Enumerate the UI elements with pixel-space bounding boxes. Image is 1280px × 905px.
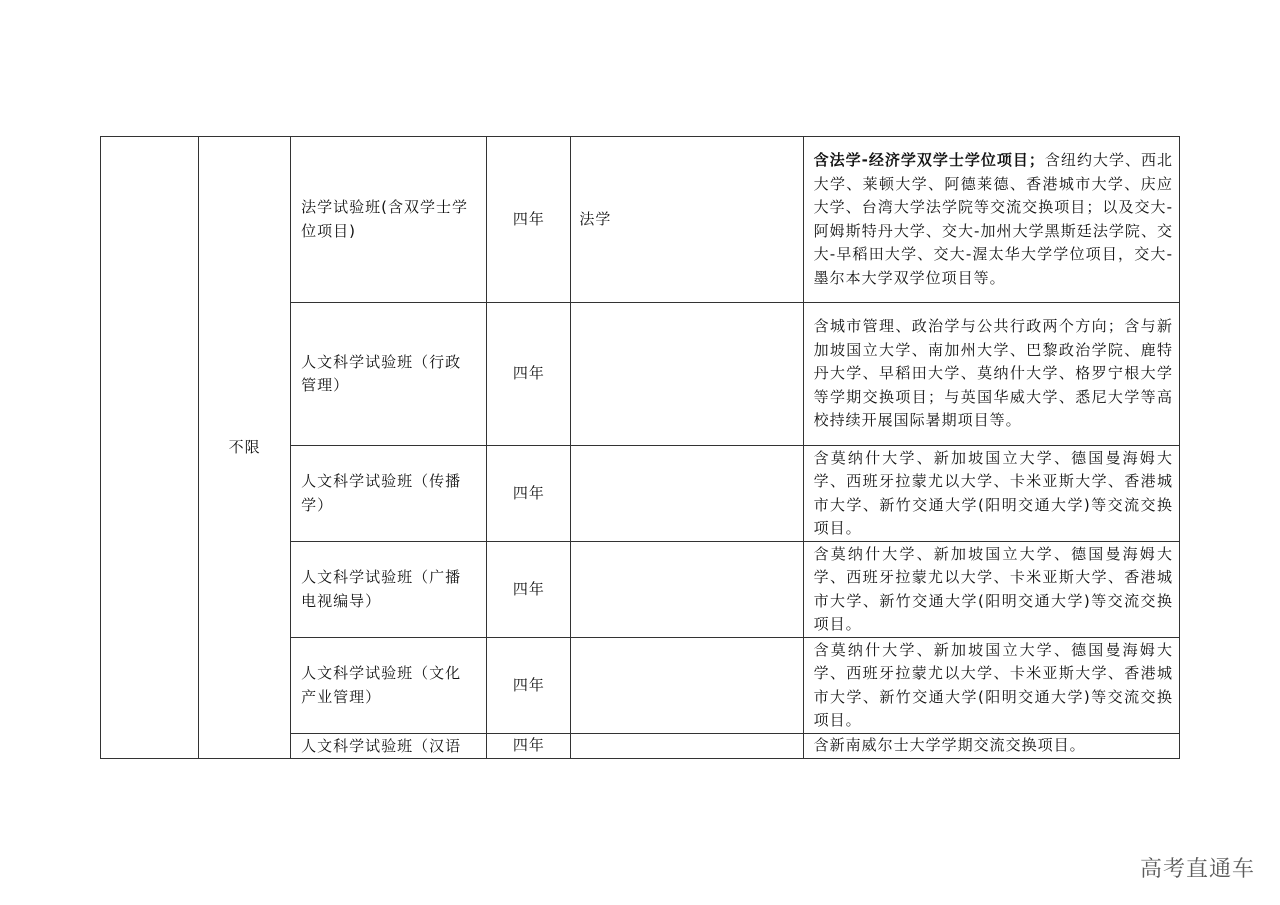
major-cell: 人文科学试验班（文化产业管理） xyxy=(291,638,487,734)
major-cell: 人文科学试验班（广播电视编导） xyxy=(291,542,487,638)
duration-cell: 四年 xyxy=(487,137,571,303)
subject-cell xyxy=(571,303,803,446)
limit-cell: 不限 xyxy=(199,137,291,759)
subject-cell xyxy=(571,734,803,759)
blank-merged-cell xyxy=(101,137,199,759)
duration-cell: 四年 xyxy=(487,303,571,446)
subject-cell xyxy=(571,446,803,542)
major-cell: 人文科学试验班（传播学） xyxy=(291,446,487,542)
subject-cell xyxy=(571,638,803,734)
duration-cell: 四年 xyxy=(487,734,571,759)
subject-cell: 法学 xyxy=(571,137,803,303)
notes-lead: 含法学-经济学双学士学位项目； xyxy=(813,151,1045,169)
major-cell: 法学试验班(含双学士学位项目) xyxy=(291,137,487,303)
notes-cell: 含新南威尔士大学学期交流交换项目。 xyxy=(803,734,1179,759)
notes-text: 含纽约大学、西北大学、莱顿大学、阿德莱德、香港城市大学、庆应大学、台湾大学法学院等交流交换项目；以及交大-阿姆斯特丹大学、交大-加州大学黑斯廷法学院、交大-早稻田大学、交大-渥太华大学学位项目，交大-墨尔本大学双学位项目等。 xyxy=(813,151,1173,287)
notes-cell: 含莫纳什大学、新加坡国立大学、德国曼海姆大学、西班牙拉蒙尤以大学、卡米亚斯大学、香港城市大学、新竹交通大学(阳明交通大学)等交流交换项目。 xyxy=(803,542,1179,638)
major-cell: 人文科学试验班（行政管理） xyxy=(291,303,487,446)
notes-cell: 含莫纳什大学、新加坡国立大学、德国曼海姆大学、西班牙拉蒙尤以大学、卡米亚斯大学、香港城市大学、新竹交通大学(阳明交通大学)等交流交换项目。 xyxy=(803,446,1179,542)
watermark-logo: 高考直通车 xyxy=(1140,857,1256,882)
table-row xyxy=(101,137,1180,303)
duration-cell: 四年 xyxy=(487,542,571,638)
subject-cell xyxy=(571,542,803,638)
duration-cell: 四年 xyxy=(487,446,571,542)
notes-cell: 含莫纳什大学、新加坡国立大学、德国曼海姆大学、西班牙拉蒙尤以大学、卡米亚斯大学、香港城市大学、新竹交通大学(阳明交通大学)等交流交换项目。 xyxy=(803,638,1179,734)
program-table xyxy=(100,136,1180,759)
major-cell-text: 人文科学试验班（汉语 xyxy=(301,737,462,756)
notes-cell: 含城市管理、政治学与公共行政两个方向；含与新加坡国立大学、南加州大学、巴黎政治学院、鹿特丹大学、早稻田大学、莫纳什大学、格罗宁根大学等学期交换项目；与英国华威大学、悉尼大学等高校持续开展国际暑期项目等。 xyxy=(803,303,1179,446)
major-cell xyxy=(291,734,487,759)
notes-cell xyxy=(803,137,1179,303)
duration-cell: 四年 xyxy=(487,638,571,734)
